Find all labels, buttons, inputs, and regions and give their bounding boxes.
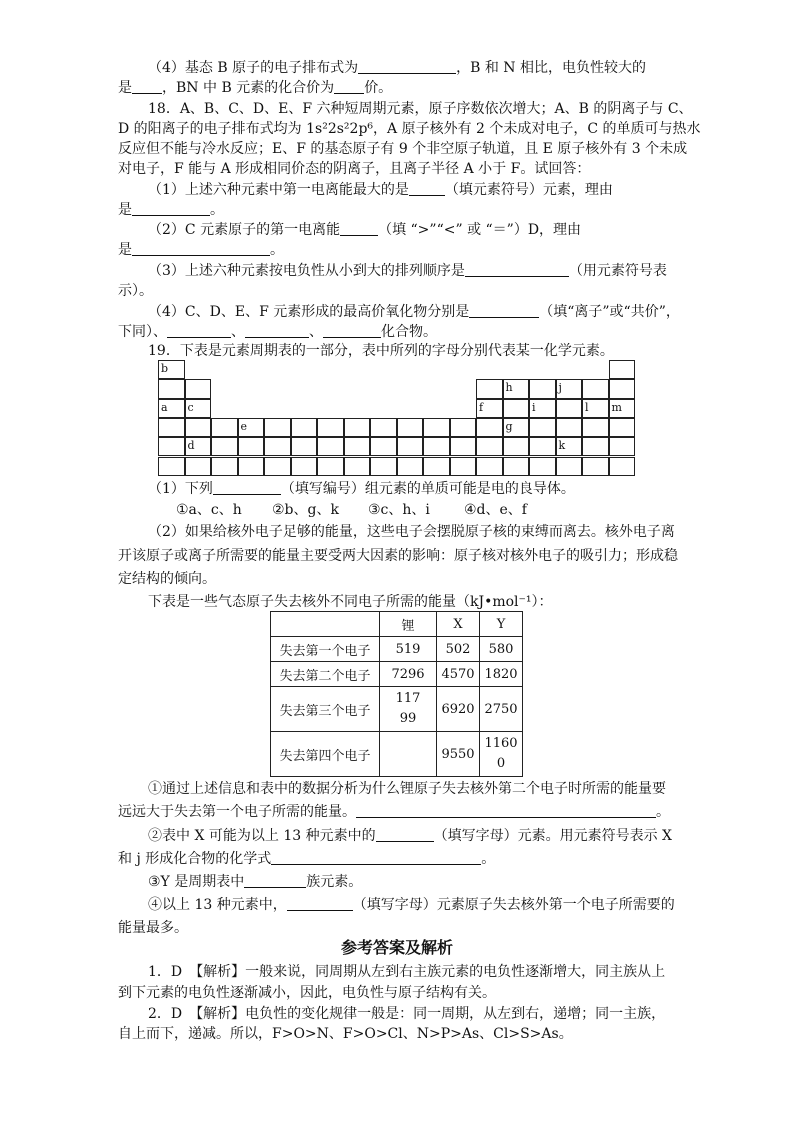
- element-cell: [503, 399, 530, 418]
- element-cell: [317, 457, 344, 476]
- q18-part3: [148, 261, 674, 281]
- answer-blank[interactable]: [465, 261, 569, 277]
- element-cell-h: h: [503, 379, 530, 398]
- q18-text: 是: [118, 202, 132, 218]
- ionization-energy-table: [270, 611, 523, 777]
- element-cell-d: d: [185, 437, 212, 456]
- q19-part2-line: 定结构的倾向。: [118, 571, 216, 587]
- answer-blank[interactable]: [358, 58, 456, 74]
- q4-text: 是: [118, 80, 132, 96]
- element-cell: [476, 418, 503, 437]
- element-cell: [344, 418, 371, 437]
- answer-blank[interactable]: [132, 240, 270, 256]
- element-cell: [503, 437, 530, 456]
- q19-text: ④以上 13 种元素中，: [148, 897, 287, 913]
- q4-text: ，B 和 N 相比，电负性较大的: [456, 60, 646, 76]
- answer-blank[interactable]: [334, 78, 364, 94]
- answer-blank[interactable]: [132, 78, 162, 94]
- q18-text: （填“离子”或“共价”，: [539, 304, 680, 320]
- answer-line: 自上而下，递减。所以，F>O>N、F>O>Cl、N>P>As、Cl>S>As。: [118, 1026, 573, 1042]
- q19-part1: [148, 479, 674, 499]
- q18-text: 。: [270, 242, 284, 258]
- table-header-row: [271, 612, 523, 637]
- table-cell: 502: [437, 637, 480, 662]
- element-cell: [423, 437, 450, 456]
- q4-text: （4）基态 B 原子的电子排布式为: [148, 60, 359, 76]
- table-cell: 11600: [480, 732, 523, 777]
- element-cell: [370, 437, 397, 456]
- answer-blank[interactable]: [376, 826, 434, 842]
- element-cell: [211, 457, 238, 476]
- element-cell-m: m: [609, 399, 636, 418]
- answer-blank[interactable]: [356, 802, 656, 818]
- q19-sub2: [148, 826, 674, 846]
- element-cell-c: c: [185, 399, 212, 418]
- element-cell: [291, 418, 318, 437]
- header-cell: [271, 612, 380, 637]
- q4-text: ，BN 中 B 元素的化合价为: [162, 80, 335, 96]
- element-cell: [476, 457, 503, 476]
- q18-part4: [148, 302, 680, 322]
- answers-title: 参考答案及解析: [340, 938, 453, 957]
- q18-text: （4）C、D、E、F 元素形成的最高价氧化物分别是: [148, 304, 470, 320]
- choice-option[interactable]: ①a、c、h: [176, 502, 242, 518]
- answer-blank[interactable]: [469, 302, 539, 318]
- element-cell-f: f: [476, 399, 503, 418]
- q18-text: 。: [210, 202, 224, 218]
- q19-text: 。: [656, 804, 670, 820]
- element-cell-b: b: [158, 360, 185, 379]
- element-cell: [370, 418, 397, 437]
- element-cell: [423, 418, 450, 437]
- element-cell: [609, 360, 636, 379]
- q18-part1-reason: [118, 200, 674, 220]
- header-cell: X: [437, 612, 480, 637]
- table-cell: 7296: [380, 662, 437, 687]
- element-cell: [185, 418, 212, 437]
- element-cell-g: g: [503, 418, 530, 437]
- q4-text: 价。: [364, 80, 393, 96]
- element-cell: [556, 418, 583, 437]
- element-cell-k: k: [556, 437, 583, 456]
- table-row: [271, 637, 523, 662]
- q19-text: ②表中 X 可能为以上 13 种元素中的: [148, 828, 376, 844]
- q19-sub4: [148, 895, 674, 915]
- table-cell: 11799: [380, 687, 437, 732]
- table-cell: 4570: [437, 662, 480, 687]
- choice-option[interactable]: ④d、e、f: [464, 502, 527, 518]
- header-cell: Y: [480, 612, 523, 637]
- element-cell: [476, 379, 503, 398]
- element-cell-j: j: [556, 379, 583, 398]
- q19-sub4-cont: 能量最多。: [118, 920, 188, 936]
- element-cell-l: l: [582, 399, 609, 418]
- q18-text: 是: [118, 242, 132, 258]
- q18-part1: [148, 180, 674, 200]
- element-cell: [529, 457, 556, 476]
- table-cell: 519: [380, 637, 437, 662]
- answer-line: 1．D 【解析】一般来说，同周期从左到右主族元素的电负性逐渐增大，同主族从上: [148, 964, 666, 980]
- element-cell: [450, 437, 477, 456]
- choice-option[interactable]: ②b、g、k: [272, 502, 339, 518]
- element-cell: [185, 457, 212, 476]
- q19-text: 族元素。: [306, 874, 363, 890]
- element-cell: [185, 379, 212, 398]
- answer-blank[interactable]: [167, 322, 231, 338]
- table-cell: 失去第三个电子: [271, 687, 380, 732]
- table-cell: 6920: [437, 687, 480, 732]
- answer-blank[interactable]: [245, 322, 309, 338]
- table-cell: 失去第一个电子: [271, 637, 380, 662]
- answer-blank[interactable]: [323, 322, 381, 338]
- q19-text: ③Y 是周期表中: [148, 874, 245, 890]
- table-row: [271, 732, 523, 777]
- element-cell: [423, 457, 450, 476]
- q18-text: 化合物。: [381, 324, 437, 340]
- element-cell: [264, 437, 291, 456]
- element-cell: [529, 418, 556, 437]
- element-cell: [264, 418, 291, 437]
- element-cell: [609, 457, 636, 476]
- q18-text: （填元素符号）元素，理由: [444, 182, 613, 198]
- element-cell: [582, 379, 609, 398]
- element-cell: [344, 457, 371, 476]
- element-cell: [397, 418, 424, 437]
- q19-part2-line: （2）如果给核外电子足够的能量，这些电子会摆脱原子核的束缚而离去。核外电子离: [148, 524, 675, 540]
- q18-stem-line: 18．A、B、C、D、E、F 六种短周期元素，原子序数依次增大；A、B 的阴离子与 C、: [148, 101, 693, 117]
- element-cell: [397, 437, 424, 456]
- table-cell: 失去第二个电子: [271, 662, 380, 687]
- q18-text: （1）上述六种元素中第一电离能最大的是: [148, 182, 409, 198]
- q19-text: （填写字母）元素原子失去核外第一个电子所需要的: [352, 897, 675, 913]
- element-cell: [158, 418, 185, 437]
- answer-blank[interactable]: [244, 872, 306, 888]
- energy-table-intro: 下表是一些气态原子失去核外不同电子所需的能量（kJ•mol⁻¹）：: [148, 594, 553, 610]
- element-cell: [238, 437, 265, 456]
- answer-blank[interactable]: [132, 200, 210, 216]
- element-cell: [211, 437, 238, 456]
- choice-option[interactable]: ③c、h、i: [368, 502, 430, 518]
- element-cell: [158, 457, 185, 476]
- header-cell: 锂: [380, 612, 437, 637]
- element-cell: [450, 418, 477, 437]
- element-cell: [556, 457, 583, 476]
- q19-sub1-line: ①通过上述信息和表中的数据分析为什么锂原子失去核外第二个电子时所需的能量要: [148, 781, 666, 797]
- table-row: [271, 662, 523, 687]
- element-cell: [529, 437, 556, 456]
- q18-part3-cont: 示）。: [118, 283, 153, 299]
- table-cell: 失去第四个电子: [271, 732, 380, 777]
- q18-text: 、: [309, 324, 323, 340]
- element-cell: [582, 437, 609, 456]
- table-cell: 580: [480, 637, 523, 662]
- q19-sub2-cont: [118, 849, 674, 869]
- element-cell: [609, 418, 636, 437]
- element-cell: [397, 457, 424, 476]
- answer-line: 到下元素的电负性逐渐减小，因此，电负性与原子结构有关。: [118, 985, 496, 1001]
- element-cell: [238, 457, 265, 476]
- answer-blank[interactable]: [340, 220, 378, 236]
- element-cell: [291, 437, 318, 456]
- q18-text: （2）C 元素原子的第一电离能: [148, 222, 341, 238]
- q18-part2-reason: [118, 240, 674, 260]
- q19-part2-line: 开该原子或离子所需要的能量主要受两大因素的影响：原子核对核外电子的吸引力；形成稳: [118, 548, 678, 564]
- element-cell: [158, 437, 185, 456]
- q4-line-2: [118, 78, 674, 98]
- q19-stem: 19．下表是元素周期表的一部分，表中所列的字母分别代表某一化学元素。: [148, 343, 614, 359]
- q18-part2: [148, 220, 674, 240]
- q18-text: （填 “>”“<” 或 “＝”）D，理由: [378, 222, 582, 238]
- table-row: [271, 687, 523, 732]
- q19-text: （填写字母）元素。用元素符号表示 X: [433, 828, 673, 844]
- q19-text: 和 j 形成化合物的化学式: [118, 851, 272, 867]
- element-cell: [291, 457, 318, 476]
- q19-text: 远远大于失去第一个电子所需的能量。: [118, 804, 356, 820]
- element-cell: [529, 379, 556, 398]
- answer-blank[interactable]: [213, 479, 281, 495]
- q18-text: 下同）、: [118, 324, 167, 340]
- element-cell: [450, 457, 477, 476]
- element-cell: [158, 379, 185, 398]
- element-cell: [503, 457, 530, 476]
- element-cell: [476, 437, 503, 456]
- q19-sub3: [148, 872, 674, 892]
- element-cell: [317, 418, 344, 437]
- element-cell: [556, 399, 583, 418]
- q4-line-1: [148, 58, 674, 78]
- table-cell: [380, 732, 437, 777]
- q18-text: （3）上述六种元素按电负性从小到大的排列顺序是: [148, 263, 465, 279]
- table-cell: 2750: [480, 687, 523, 732]
- q19-choices: [176, 500, 674, 520]
- q19-text: （1）下列: [148, 481, 213, 497]
- element-cell: [370, 457, 397, 476]
- q18-stem-line: D 的阳离子的电子排布式均为 1s²2s²2p⁶，A 原子核外有 2 个未成对电子，C 的单质可与热水: [118, 121, 701, 137]
- q19-text: 。: [481, 851, 496, 867]
- q18-stem-line: 反应但不能与冷水反应；E、F 的基态原子有 9 个非空原子轨道，且 E 原子核外有 3 个未成: [118, 141, 688, 157]
- element-cell: [609, 379, 636, 398]
- q18-text: （用元素符号表: [568, 263, 667, 279]
- element-cell: [317, 437, 344, 456]
- element-cell-e: e: [238, 418, 265, 437]
- answer-blank[interactable]: [409, 180, 445, 196]
- table-cell: 9550: [437, 732, 480, 777]
- element-cell: [609, 437, 636, 456]
- q18-stem-line: 对电子，F 能与 A 形成相同价态的阴离子，且离子半径 A 小于 F。试回答：: [118, 161, 591, 177]
- q18-text: 、: [231, 324, 245, 340]
- periodic-table-fragment: [158, 360, 636, 476]
- q19-text: （填写编号）组元素的单质可能是电的良导体。: [280, 481, 575, 497]
- element-cell: [264, 457, 291, 476]
- element-cell-i: i: [529, 399, 556, 418]
- answer-blank[interactable]: [271, 849, 481, 865]
- element-cell: [211, 418, 238, 437]
- element-cell: [582, 457, 609, 476]
- answer-blank[interactable]: [287, 895, 353, 911]
- q19-sub1-cont: [118, 802, 674, 822]
- element-cell-a: a: [158, 399, 185, 418]
- answer-line: 2．D 【解析】电负性的变化规律一般是：同一周期，从左到右，递增；同一主族，: [148, 1006, 666, 1022]
- table-cell: 1820: [480, 662, 523, 687]
- q18-part4-cont: [118, 322, 674, 342]
- element-cell: [582, 418, 609, 437]
- element-cell: [344, 437, 371, 456]
